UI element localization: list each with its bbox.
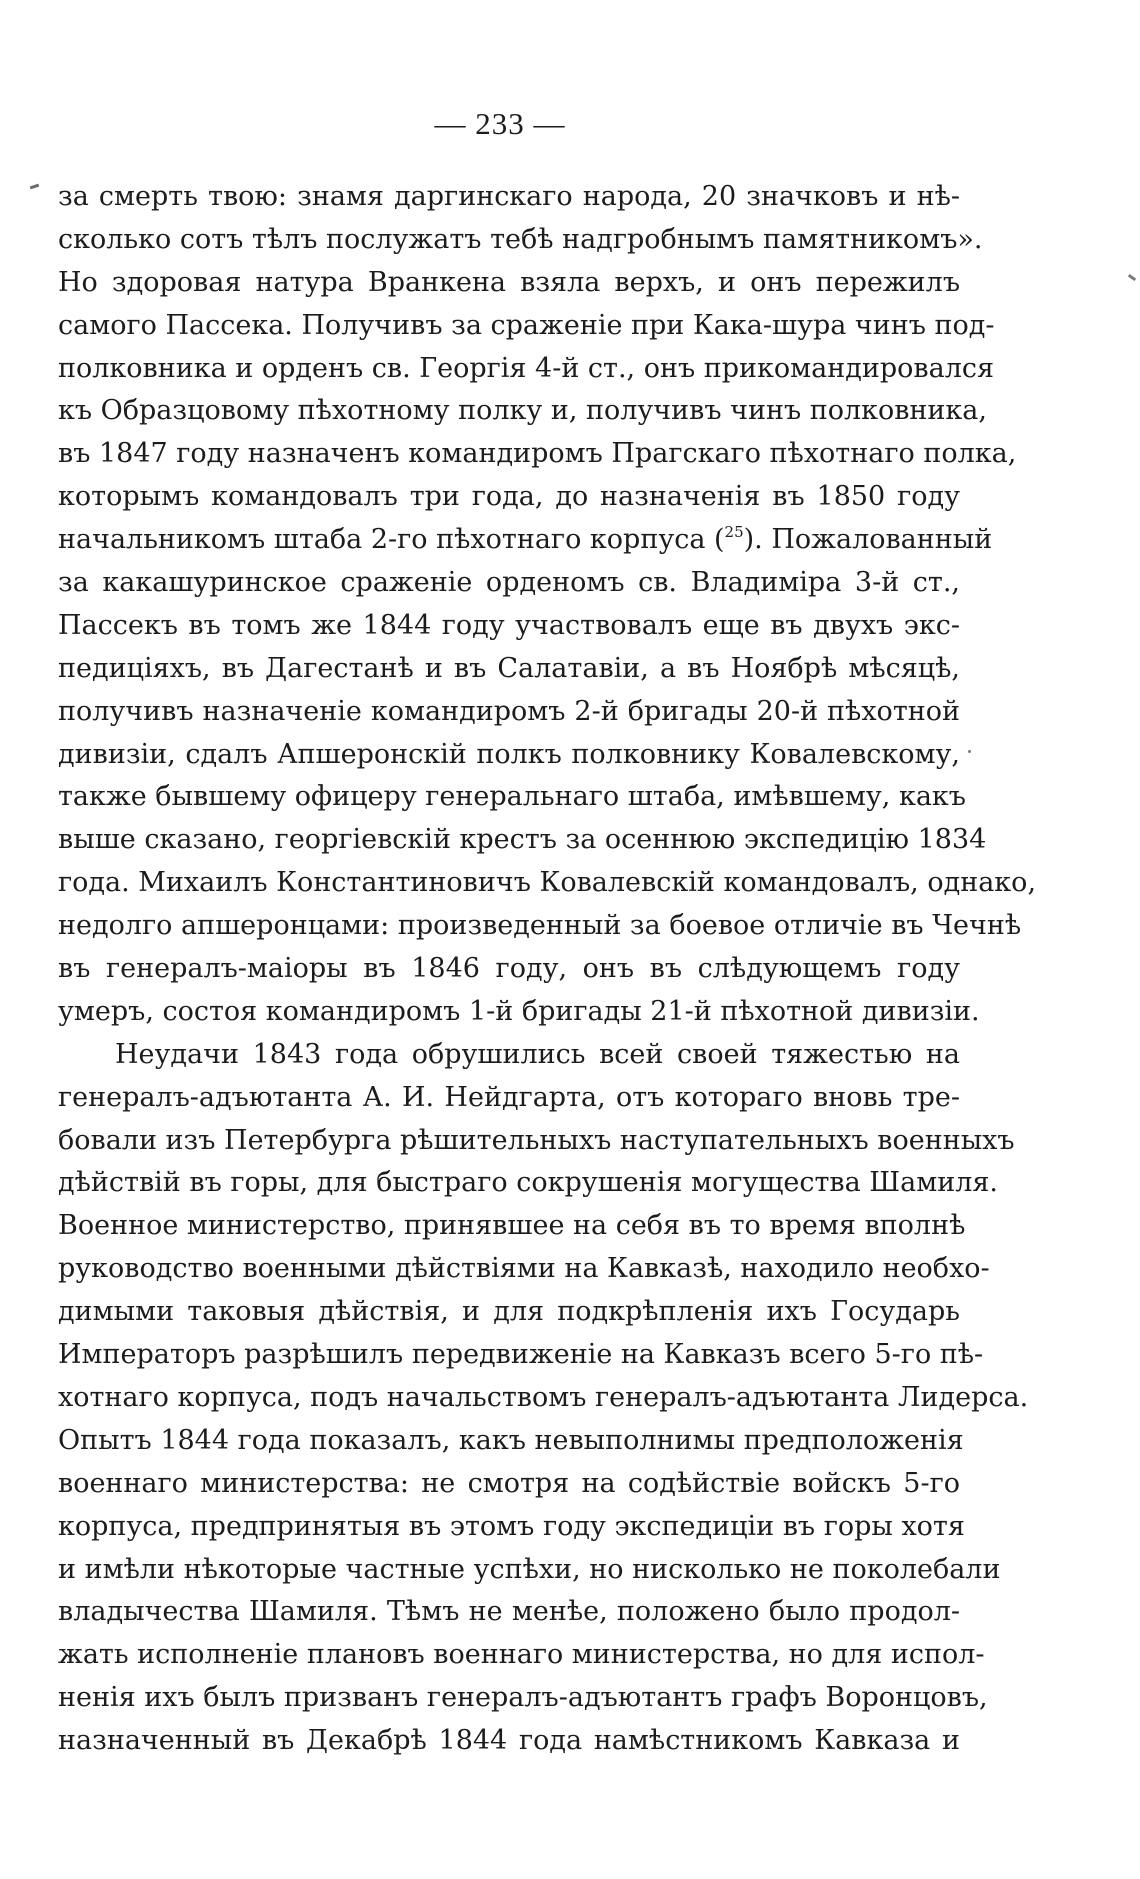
text-line: ненія ихъ былъ призванъ генералъ-адъютантъ графъ Воронцовъ, <box>58 1682 988 1714</box>
paragraph <box>58 1034 1029 1763</box>
text-line: и имѣли нѣкоторые частные успѣхи, но нисколько не поколебали <box>58 1553 1001 1585</box>
text-line: хотнаго корпуса, подъ начальствомъ генералъ-адъютанта Лидерса. <box>58 1381 1029 1413</box>
text-line: получивъ назначеніе командиромъ 2-й бригады 20-й пѣхотной <box>58 695 960 727</box>
line-text-before-footnote: начальникомъ штаба 2-го пѣхотнаго корпуса ( <box>58 524 725 556</box>
stray-mark-left <box>30 184 39 190</box>
text-line: самого Пассека. Получивъ за сраженіе при Кака-шура чинъ под- <box>58 309 995 341</box>
text-line: недолго апшеронцами: произведенный за боевое отличіе въ Чечнѣ <box>58 910 1022 942</box>
text-line-with-footnote <box>58 519 993 562</box>
stray-dot <box>968 750 971 753</box>
text-line: умеръ, состоя командиромъ 1-й бригады 21-й пѣхотной дивизіи. <box>58 995 980 1027</box>
text-line: педиціяхъ, въ Дагестанѣ и въ Салатавіи, а въ Ноябрѣ мѣсяцѣ, <box>58 652 960 684</box>
text-line: военнаго министерства: не смотря на содѣйствіе войскъ 5-го <box>58 1467 960 1499</box>
text-line: въ генералъ-маіоры въ 1846 году, онъ въ слѣдующемъ году <box>58 953 960 985</box>
text-line: генералъ-адъютанта А. И. Нейдгарта, отъ котораго вновь тре- <box>58 1081 960 1113</box>
text-line: димыми таковыя дѣйствія, и для подкрѣпленія ихъ Государь <box>58 1296 960 1328</box>
text-line: дивизіи, сдалъ Апшеронскій полкъ полковнику Ковалевскому, <box>58 738 960 770</box>
footnote-reference: 25 <box>724 523 744 542</box>
text-line: Но здоровая натура Вранкена взяла верхъ, и онъ пережилъ <box>58 266 960 298</box>
text-line: Военное министерство, принявшее на себя въ то время вполнѣ <box>58 1210 966 1242</box>
text-line: сколько сотъ тѣлъ послужатъ тебѣ надгробнымъ памятникомъ». <box>58 223 983 255</box>
text-line: назначенный въ Декабрѣ 1844 года намѣстникомъ Кавказа и <box>58 1725 960 1757</box>
text-line: дѣйствій въ горы, для быстраго сокрушенія могущества Шамиля. <box>58 1167 998 1199</box>
text-line: Пассекъ въ томъ же 1844 году участвовалъ еще въ двухъ экс- <box>58 609 960 641</box>
text-line: Неудачи 1843 года обрушились всей своей тяжестью на <box>115 1038 960 1070</box>
text-line: за какашуринское сраженіе орденомъ св. Владиміра 3-й ст., <box>58 567 960 599</box>
stray-mark-right <box>1128 274 1136 281</box>
line-text-after-footnote: ). Пожалованный <box>743 524 993 556</box>
text-line: выше сказано, георгіевскій крестъ за осеннюю экспедицію 1834 <box>58 824 987 856</box>
body-text <box>58 176 1037 1763</box>
text-line: въ 1847 году назначенъ командиромъ Прагскаго пѣхотнаго полка, <box>58 438 1017 470</box>
text-line: года. Михаилъ Константиновичъ Ковалевскій командовалъ, однако, <box>58 867 1037 899</box>
text-line: за смерть твою: знамя даргинскаго народа, 20 значковъ и нѣ- <box>58 181 960 212</box>
text-line: также бывшему офицеру генеральнаго штаба, имѣвшему, какъ <box>58 781 966 813</box>
text-line: корпуса, предпринятыя въ этомъ году экспедиціи въ горы хотя <box>58 1510 965 1542</box>
paragraph <box>58 176 1037 1034</box>
text-line: жать исполненіе плановъ военнаго министерства, но для испол- <box>58 1639 985 1671</box>
text-line: владычества Шамиля. Тѣмъ не менѣе, положено было продол- <box>58 1596 960 1628</box>
page-number: — 233 — <box>434 106 566 141</box>
text-line: руководство военными дѣйствіями на Кавказѣ, находило необхо- <box>58 1253 990 1285</box>
text-line: бовали изъ Петербурга рѣшительныхъ наступательныхъ военныхъ <box>58 1124 1015 1156</box>
text-line: Императоръ разрѣшилъ передвиженіе на Кавказъ всего 5-го пѣ- <box>58 1339 984 1371</box>
text-line: полковника и орденъ св. Георгія 4-й ст., онъ прикомандировался <box>58 352 994 384</box>
text-line: Опытъ 1844 года показалъ, какъ невыполнимы предположенія <box>58 1424 964 1456</box>
text-line: къ Образцовому пѣхотному полку и, получивъ чинъ полковника, <box>58 395 987 427</box>
text-line: которымъ командовалъ три года, до назначенія въ 1850 году <box>58 481 960 513</box>
